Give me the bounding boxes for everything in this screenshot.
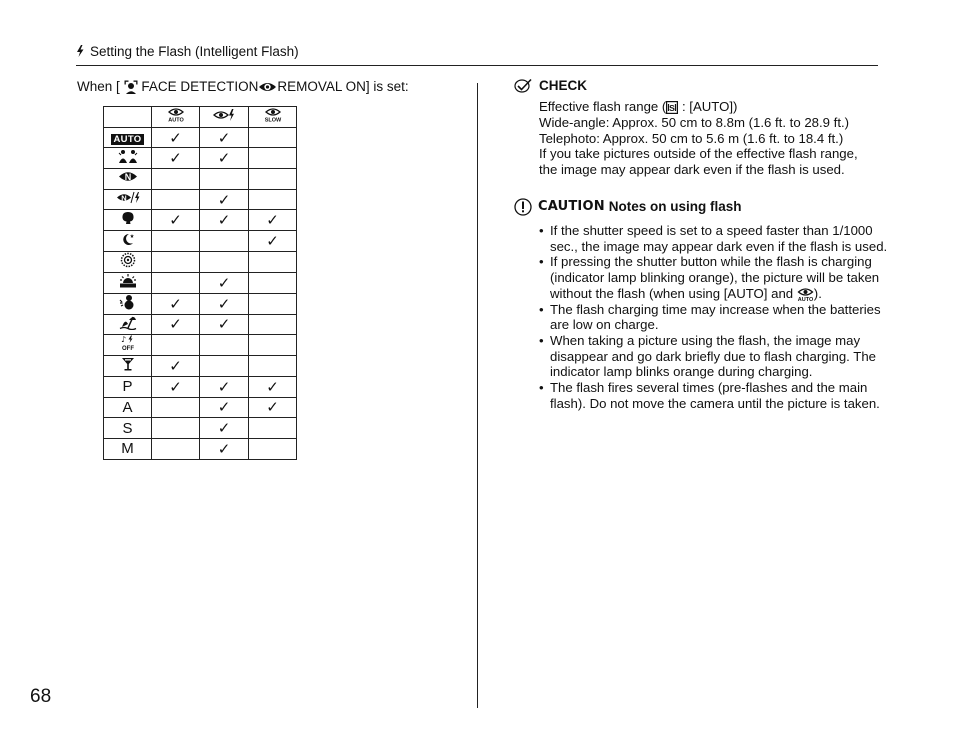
svg-text:♪: ♪ [120, 335, 126, 345]
check-cell [249, 335, 297, 356]
table-row [104, 335, 297, 356]
table-row [104, 189, 297, 210]
caution-item-text: If pressing the shutter button while the flash is charging (indicator lamp blinking orange), the picture will be taken without the flash (when using [AUTO] and [550, 254, 880, 301]
check-line-suffix: : [AUTO]) [678, 99, 738, 114]
intro-removal: REMOVAL ON] is set: [277, 79, 409, 94]
caution-item: • When taking a picture using the flash, the image may disappear and go dark briefly due to flash charging. The indicator lamp blinks orange during charging. [539, 333, 894, 380]
mode-cell-p: P [104, 376, 152, 397]
check-cell: ✓ [200, 148, 249, 169]
check-heading [514, 78, 894, 93]
right-column [514, 78, 894, 411]
snow-icon [119, 294, 137, 310]
check-cell [200, 356, 249, 377]
column-header-red-eye-auto [152, 107, 200, 128]
svg-text:AUTO: AUTO [167, 117, 184, 123]
check-cell [200, 231, 249, 252]
natural-light-flash-icon [118, 149, 138, 163]
check-body [539, 99, 894, 178]
check-cell: ✓ [200, 293, 249, 314]
check-cell: ✓ [152, 148, 200, 169]
mode-cell-snow [104, 293, 152, 314]
table-row [104, 169, 297, 190]
auto-mode-badge: AUTO [111, 134, 145, 145]
check-cell: ✓ [152, 293, 200, 314]
svg-text:SLOW: SLOW [264, 117, 281, 123]
mode-cell-sunset [104, 272, 152, 293]
caution-word: CAUTION [538, 199, 605, 215]
column-divider [477, 83, 478, 708]
table-row [104, 210, 297, 231]
mode-cell-beach [104, 314, 152, 335]
natural-light-icon [118, 170, 138, 183]
page-header [76, 44, 878, 66]
check-cell: ✓ [249, 376, 297, 397]
flash-mode-table [103, 106, 297, 460]
red-eye-auto-inline-icon [797, 287, 814, 301]
check-cell: ✓ [200, 272, 249, 293]
table-row [104, 272, 297, 293]
table-row [104, 356, 297, 377]
caution-heading [514, 198, 894, 216]
table-row [104, 293, 297, 314]
check-cell [152, 169, 200, 190]
check-cell: ✓ [200, 438, 249, 459]
check-cell [249, 251, 297, 272]
caution-title: Notes on using flash [608, 199, 742, 215]
party-glass-icon [121, 357, 135, 371]
check-cell: ✓ [152, 314, 200, 335]
check-cell: ✓ [152, 127, 200, 148]
check-cell [249, 293, 297, 314]
check-memo-icon [514, 78, 533, 93]
check-cell [152, 418, 200, 439]
portrait-icon [121, 211, 135, 225]
mode-cell-portrait [104, 210, 152, 231]
mode-cell-fireworks [104, 251, 152, 272]
check-cell: ✓ [200, 210, 249, 231]
night-icon [121, 232, 135, 246]
check-cell: ✓ [152, 356, 200, 377]
check-line-prefix: Effective flash range ( [539, 99, 667, 114]
table-row [104, 418, 297, 439]
check-title: CHECK [539, 78, 588, 93]
check-cell [249, 127, 297, 148]
check-cell: ✓ [200, 127, 249, 148]
mode-cell-s: S [104, 418, 152, 439]
svg-text:S: S [669, 103, 676, 113]
check-cell [200, 251, 249, 272]
check-line: Telephoto: Approx. 50 cm to 5.6 m (1.6 ft. to 18.4 ft.) [539, 130, 844, 146]
mode-cell-natural-light [104, 169, 152, 190]
check-cell [249, 438, 297, 459]
museum-flash-off-icon [119, 335, 137, 351]
caution-list [539, 223, 894, 411]
intro-prefix: When [ [77, 79, 120, 94]
red-eye-forced-flash-icon [213, 108, 235, 122]
svg-text:AUTO: AUTO [797, 296, 814, 301]
check-cell [152, 438, 200, 459]
caution-item [539, 254, 894, 301]
red-eye-slow-sync-icon [264, 107, 282, 122]
caution-item: • If the shutter speed is set to a speed faster than 1/1000 sec., the image may appear dark even if the flash is used. [539, 223, 894, 254]
check-line: the image may appear dark even if the flash is used. [539, 162, 845, 178]
table-row [104, 376, 297, 397]
table-row [104, 397, 297, 418]
check-cell: ✓ [200, 189, 249, 210]
sunset-icon [119, 274, 137, 288]
mode-cell-auto [104, 127, 152, 148]
intro-sentence [77, 79, 409, 94]
check-cell: ✓ [200, 418, 249, 439]
check-cell [249, 314, 297, 335]
check-cell: ✓ [200, 397, 249, 418]
header-title: Setting the Flash (Intelligent Flash) [90, 44, 299, 59]
beach-icon [119, 315, 137, 330]
column-header-red-eye-slow [249, 107, 297, 128]
check-cell: ✓ [249, 397, 297, 418]
mode-cell-party [104, 356, 152, 377]
caution-item-end: ). [813, 285, 822, 301]
check-cell [152, 251, 200, 272]
check-cell [249, 169, 297, 190]
check-cell: ✓ [249, 210, 297, 231]
table-row [104, 314, 297, 335]
caution-item: • The flash charging time may increase when the batteries are low on charge. [539, 302, 894, 333]
table-header-row [104, 107, 297, 128]
check-cell: ✓ [152, 376, 200, 397]
check-cell [249, 272, 297, 293]
header-empty-cell [104, 107, 152, 128]
mode-cell-a: A [104, 397, 152, 418]
check-cell [152, 335, 200, 356]
mode-cell-night [104, 231, 152, 252]
natural-light-with-flash-icon [116, 191, 140, 204]
svg-text:OFF: OFF [121, 346, 134, 352]
check-cell [249, 418, 297, 439]
check-cell [200, 335, 249, 356]
mode-cell-museum [104, 335, 152, 356]
mode-cell-natural-flash [104, 189, 152, 210]
check-cell [152, 272, 200, 293]
check-cell [249, 356, 297, 377]
face-detection-icon [124, 80, 138, 94]
table-row [104, 127, 297, 148]
check-cell [249, 189, 297, 210]
check-line [539, 99, 894, 115]
fireworks-icon [120, 252, 136, 268]
red-eye-icon [258, 80, 277, 94]
check-cell: ✓ [200, 314, 249, 335]
column-header-red-eye-forced [200, 107, 249, 128]
check-line: If you take pictures outside of the effective flash range, [539, 146, 858, 162]
check-cell: ✓ [200, 376, 249, 397]
flash-icon [76, 45, 84, 57]
mode-cell-natural-light-flash [104, 148, 152, 169]
check-cell [152, 397, 200, 418]
red-eye-auto-icon [167, 107, 185, 122]
table-row [104, 438, 297, 459]
mode-cell-m: M [104, 438, 152, 459]
check-cell [152, 231, 200, 252]
svg-text:N: N [124, 172, 131, 183]
caution-item: • The flash fires several times (pre-flashes and the main flash). Do not move the camera until the picture is taken. [539, 380, 894, 411]
check-cell [152, 189, 200, 210]
table-row [104, 251, 297, 272]
check-cell: ✓ [249, 231, 297, 252]
check-cell: ✓ [152, 210, 200, 231]
caution-icon [514, 198, 532, 216]
iso-icon [666, 101, 678, 114]
svg-text:N: N [120, 193, 127, 203]
intro-face-detection: FACE DETECTION [141, 79, 259, 94]
check-cell [200, 169, 249, 190]
check-line: Wide-angle: Approx. 50 cm to 8.8m (1.6 ft. to 28.9 ft.) [539, 114, 850, 130]
page-number: 68 [30, 686, 52, 707]
table-row [104, 231, 297, 252]
table-row [104, 148, 297, 169]
check-cell [249, 148, 297, 169]
